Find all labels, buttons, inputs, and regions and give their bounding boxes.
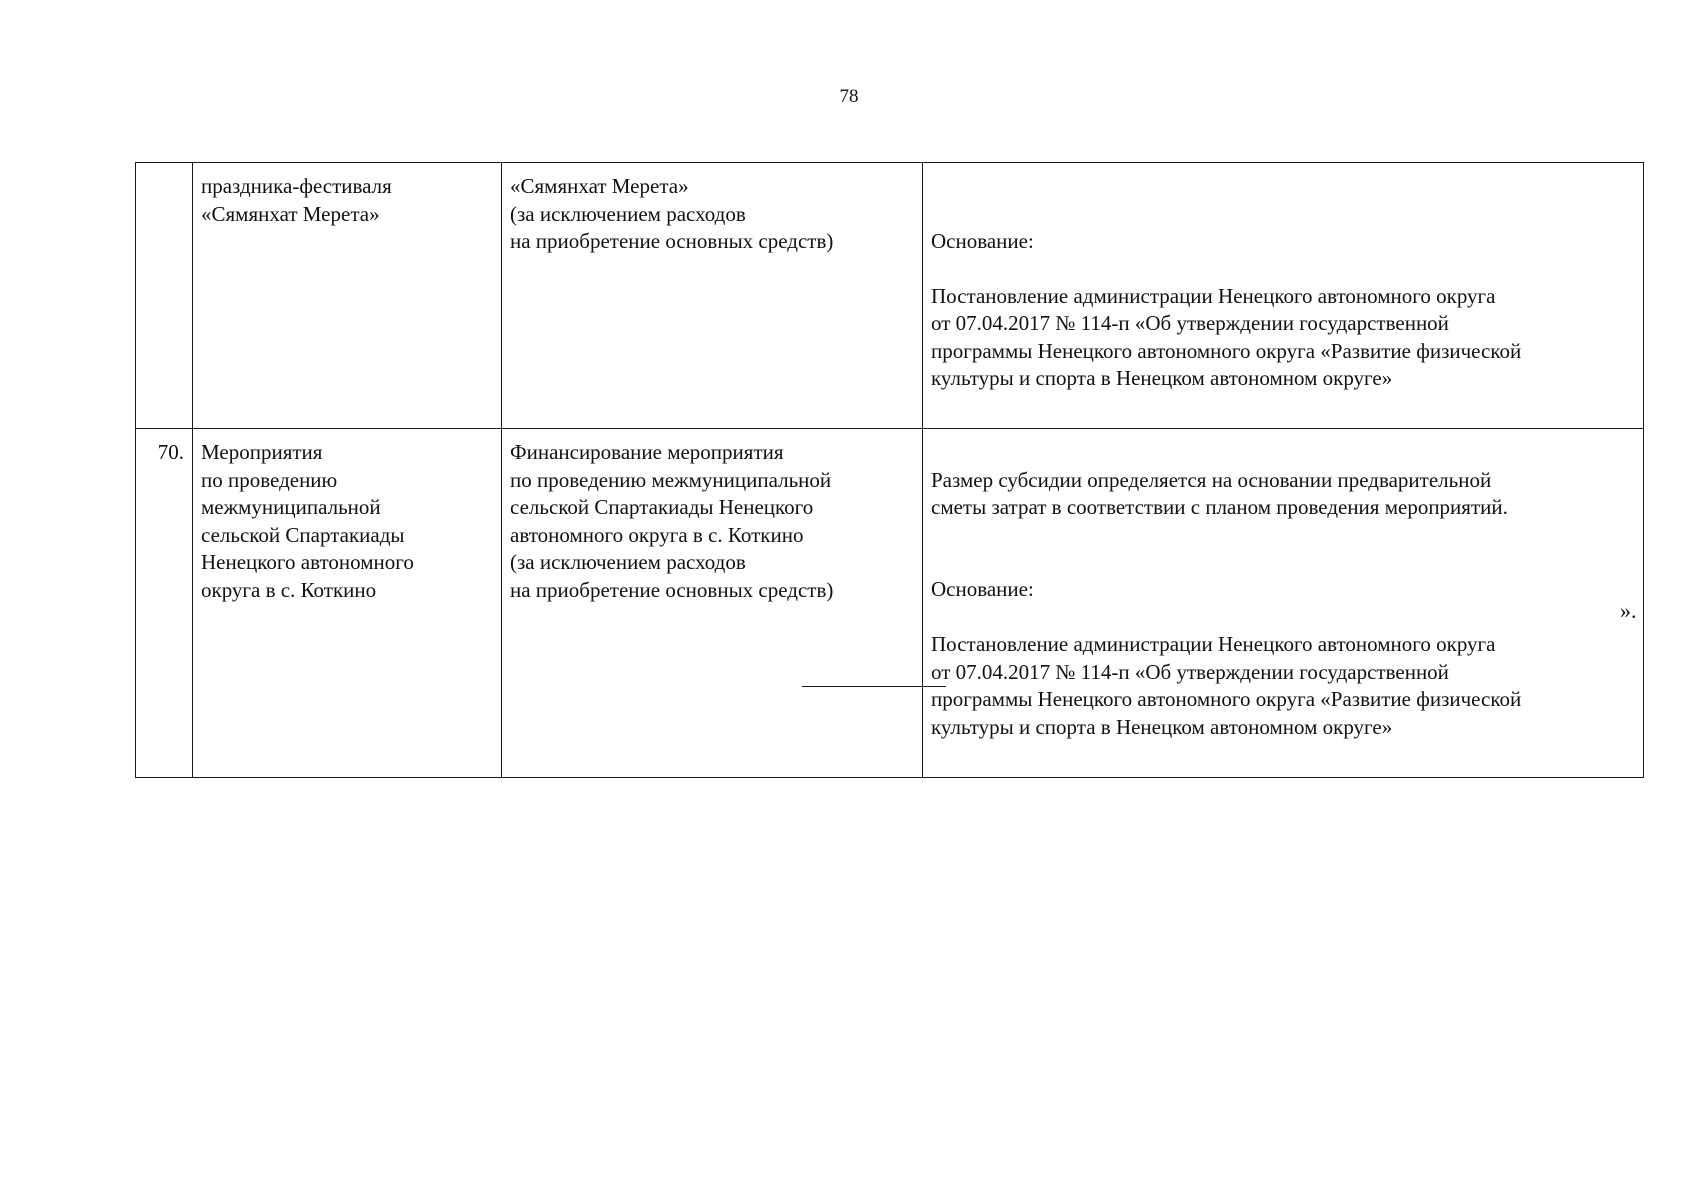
basis-label: Основание:: [931, 228, 1034, 253]
row-number-cell: 70.: [136, 429, 193, 778]
basis-text: Постановление администрации Ненецкого автономного округа от 07.04.2017 № 114-п «Об утверждении государственной программы Ненецкого автономного округа «Развитие физической культуры и спорта в Ненецком автономном округе»: [931, 283, 1522, 390]
subsidy-size-note: Размер субсидии определяется на основании предварительной сметы затрат в соответствии с планом проведения мероприятий.: [931, 467, 1508, 519]
table-row: [136, 429, 1644, 778]
closing-quote: ».: [1620, 598, 1637, 623]
row-number-cell: [136, 163, 193, 429]
event-name-cell: Мероприятия по проведению межмуниципальной сельской Спартакиады Ненецкого автономного округа в с. Коткино: [193, 429, 502, 778]
basis-cell: [923, 163, 1644, 429]
page-number: 78: [839, 86, 859, 107]
table-row: [136, 163, 1644, 429]
basis-cell: [923, 429, 1644, 778]
purpose-cell: «Сямянхат Мерета» (за исключением расходов на приобретение основных средств): [502, 163, 923, 429]
purpose-cell: Финансирование мероприятия по проведению межмуниципальной сельской Спартакиады Ненецкого автономного округа в с. Коткино (за исключением расходов на приобретение основных средств): [502, 429, 923, 778]
end-divider: [802, 686, 946, 687]
event-name-cell: праздника-фестиваля «Сямянхат Мерета»: [193, 163, 502, 429]
basis-text: Постановление администрации Ненецкого автономного округа от 07.04.2017 № 114-п «Об утверждении государственной программы Ненецкого автономного округа «Развитие физической культуры и спорта в Ненецком автономном округе»: [931, 632, 1522, 739]
basis-label: Основание:: [931, 577, 1034, 601]
